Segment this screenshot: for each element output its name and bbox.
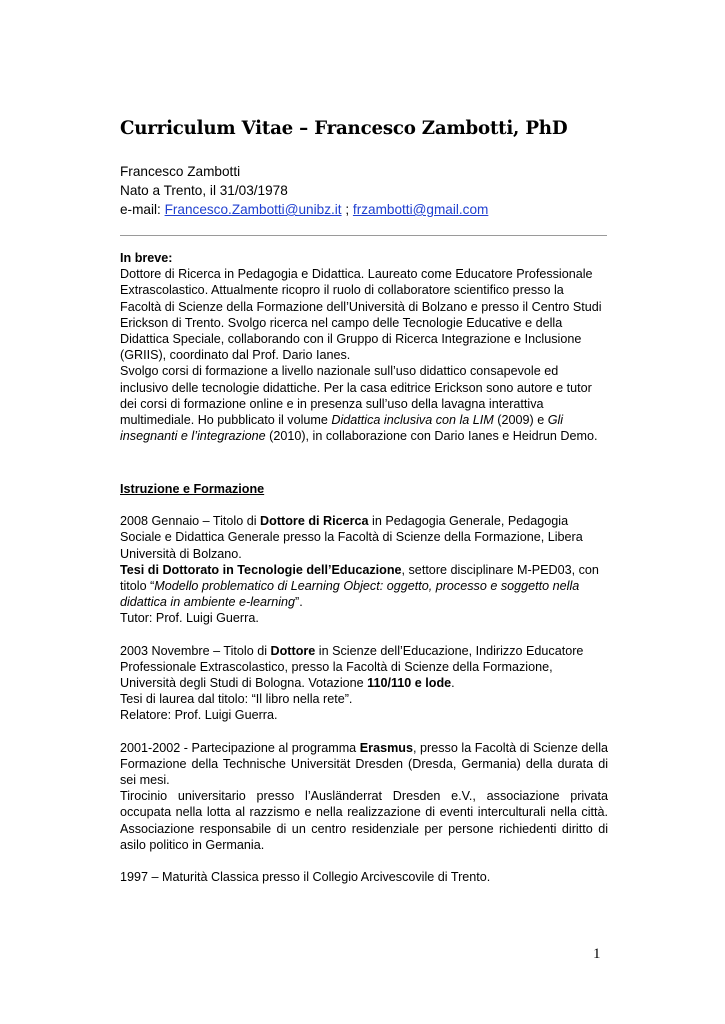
contact-name: Francesco Zambotti <box>120 164 241 179</box>
book-title-integrazione: Gli insegnanti e l’integrazione <box>120 413 564 444</box>
in-breve-paragraph-2 <box>120 363 608 444</box>
book-title-lim: Didattica inclusiva con la LIM <box>331 413 494 428</box>
email-link-unibz[interactable]: Francesco.Zambotti@unibz.it <box>164 202 342 217</box>
section-istruzione <box>120 481 608 885</box>
contact-birth: Nato a Trento, il 31/03/1978 <box>120 183 288 198</box>
entry-2008-phd <box>120 513 608 562</box>
entry-vote: 110/110 e lode <box>367 676 452 691</box>
entry-2008-tesi <box>120 562 608 611</box>
entry-text: , presso la Facoltà di Scienze della Formazione della Technische Universität Dresden (Dresda, Germania) della durata di sei mesi. <box>120 740 609 788</box>
tesi-title: Modello problematico di Learning Object: oggetto, processo e soggetto nella didattica in ambiente e-learning <box>120 579 580 610</box>
entry-degree: Dottore di Ricerca <box>260 514 369 529</box>
entry-2001-tirocinio: Tirocinio universitario presso l’Ausländerrat Dresden e.V., associazione privata occupata nella lotta al razzismo e nella realizzazione di eventi interculturali nella città. Associazione responsabile di un centro residenziale per persone richiedenti diritto di asilo politico in Germania. <box>120 789 608 852</box>
entry-text: . <box>451 676 455 691</box>
entry-text: in Pedagogia Generale, Pedagogia Sociale e Didattica Generale presso la Facoltà di Scienze della Formazione, Libera Università di Bolzano. <box>120 514 583 561</box>
contact-email-line <box>120 200 607 219</box>
entry-degree: Dottore <box>270 643 316 658</box>
in-breve-text: (2010), in collaborazione con Dario Ianes e Heidrun Demo. <box>265 429 598 444</box>
in-breve-heading: In breve: <box>120 251 173 265</box>
entry-2003-tesi: Tesi di laurea dal titolo: “Il libro nella rete”. <box>120 692 353 707</box>
entry-2003-relatore: Relatore: Prof. Luigi Guerra. <box>120 708 278 723</box>
entry-program: Erasmus <box>359 740 413 755</box>
divider <box>120 235 607 236</box>
entry-text: , settore disciplinare M-PED03, con titolo “ <box>120 562 599 594</box>
contact-block <box>120 162 607 219</box>
email-separator: ; <box>341 202 353 217</box>
email-link-gmail[interactable]: frzambotti@gmail.com <box>352 202 489 217</box>
tesi-label: Tesi di Dottorato in Tecnologie dell’Educazione <box>120 562 402 577</box>
entry-text: 2008 Gennaio – Titolo di <box>120 514 261 529</box>
entry-text: 2003 Novembre – Titolo di <box>120 643 271 658</box>
header-block <box>120 118 607 219</box>
page-title: Curriculum Vitae – Francesco Zambotti, PhD <box>120 118 568 139</box>
entry-1997-maturita: 1997 – Maturità Classica presso il Collegio Arcivescovile di Trento. <box>120 870 491 885</box>
entry-2001-erasmus <box>120 740 608 789</box>
in-breve-text: (2009) e <box>493 413 548 428</box>
entry-2003-laurea <box>120 643 608 692</box>
email-label: e-mail: <box>120 202 165 217</box>
in-breve-paragraph-1: Dottore di Ricerca in Pedagogia e Didattica. Laureato come Educatore Professionale Extrascolastico. Attualmente ricopro il ruolo di collaboratore scientifico presso la Facoltà di Scienze della Formazione dell’Università di Bolzano e presso il Centro Studi Erickson di Trento. Svolgo ricerca nel campo delle Tecnologie Educative e della Didattica Speciale, collaborando con il Gruppo di Ricerca Integrazione e Inclusione (GRIIS), coordinato dal Prof. Dario Ianes. <box>120 267 602 363</box>
istruzione-heading: Istruzione e Formazione <box>120 482 265 496</box>
entry-2008-tutor: Tutor: Prof. Luigi Guerra. <box>120 611 259 626</box>
in-breve-text: Svolgo corsi di formazione a livello nazionale sull’uso didattico consapevole ed inclusivo delle tecnologie didattiche. Per la casa editrice Erickson sono autore e tutor dei corsi di formazione online e in presenza sull’uso della lavagna interattiva multimediale. Ho pubblicato il volume <box>120 364 592 428</box>
entry-text: in Scienze dell’Educazione, Indirizzo Educatore Professionale Extrascolastico, presso la Facoltà di Scienze della Formazione, Università degli Studi di Bologna. Votazione <box>120 643 584 691</box>
entry-text: 2001-2002 - Partecipazione al programma <box>120 740 360 755</box>
entry-text: ”. <box>295 595 303 610</box>
section-in-breve <box>120 250 608 444</box>
page-number: 1 <box>593 946 601 962</box>
